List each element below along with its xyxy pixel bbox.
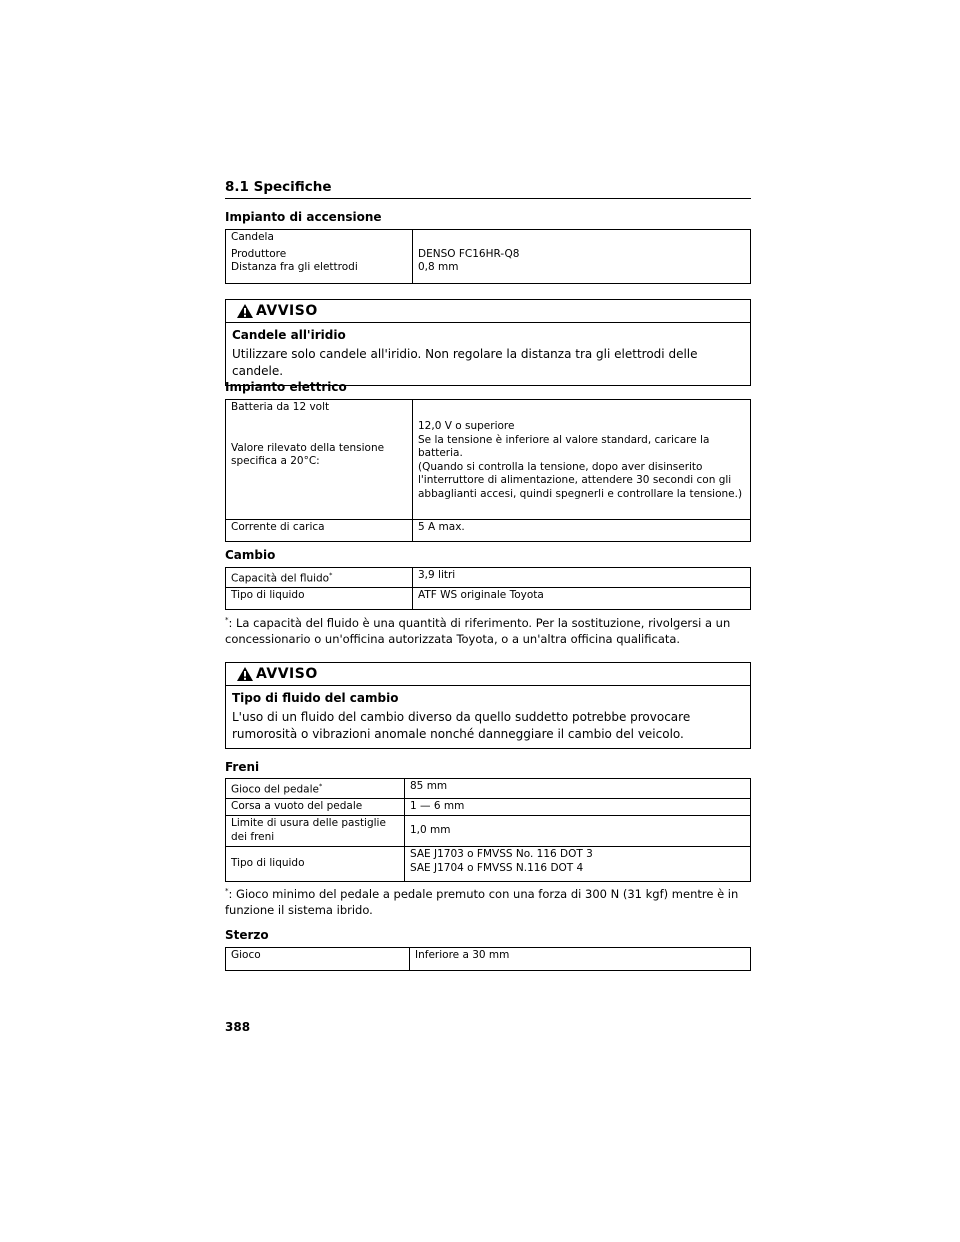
warning-subtitle: Candele all'iridio bbox=[232, 328, 346, 342]
warning-triangle-icon bbox=[236, 666, 254, 682]
ignition-heading: Impianto di accensione bbox=[225, 210, 382, 224]
warning-title: AVVISO bbox=[256, 303, 318, 319]
transmission-heading: Cambio bbox=[225, 548, 276, 562]
warning-triangle-icon bbox=[236, 303, 254, 319]
brakes-heading: Freni bbox=[225, 760, 260, 774]
fluid-capacity-value: 3,9 litri bbox=[413, 568, 751, 588]
section-title: 8.1 Specifiche bbox=[225, 179, 751, 199]
warning-header bbox=[226, 300, 750, 323]
electrical-heading: Impianto elettrico bbox=[225, 380, 347, 394]
warning-header bbox=[226, 663, 750, 686]
voltage-note: Se la tensione è inferiore al valore standard, caricare la batteria. bbox=[418, 433, 710, 459]
brake-fluid-type-label: Tipo di liquido bbox=[226, 847, 405, 882]
steering-heading: Sterzo bbox=[225, 928, 269, 942]
brakes-table bbox=[225, 778, 751, 882]
fluid-type-value: ATF WS originale Toyota bbox=[413, 588, 751, 610]
spark-plug-label: Candela bbox=[231, 231, 274, 243]
warning-subtitle: Tipo di fluido del cambio bbox=[232, 691, 399, 705]
brakes-footnote bbox=[225, 883, 751, 918]
ignition-label-cell bbox=[226, 230, 413, 284]
fluid-capacity-label: Capacità del fluido bbox=[231, 572, 330, 585]
voltage-label: Valore rilevato della tensione specifica a 20°C: bbox=[231, 441, 385, 467]
electrical-table bbox=[225, 399, 751, 542]
asterisk-marker: * bbox=[225, 887, 229, 895]
steering-play-label: Gioco bbox=[226, 948, 410, 971]
battery-label-cell bbox=[226, 400, 413, 520]
transmission-footnote bbox=[225, 612, 751, 647]
brake-fluid-type-value-cell bbox=[405, 847, 751, 882]
asterisk-marker: * bbox=[329, 571, 333, 579]
page-number: 388 bbox=[225, 1020, 251, 1034]
pad-wear-limit-value: 1,0 mm bbox=[405, 816, 751, 847]
footnote-text: : La capacità del fluido è una quantità di riferimento. Per la sostituzione, rivolgersi a un concessionario o un'officina autorizzata Toyota, o a un'altra officina qualificata. bbox=[225, 615, 731, 646]
charge-value: 5 A max. bbox=[413, 520, 751, 542]
pedal-free-travel-value: 1 — 6 mm bbox=[405, 799, 751, 816]
gap-label: Distanza fra gli elettrodi bbox=[231, 261, 358, 273]
gap-value: 0,8 mm bbox=[418, 261, 459, 273]
ignition-value-cell bbox=[413, 230, 751, 284]
voltage-value-cell bbox=[413, 400, 751, 520]
pad-wear-limit-label: Limite di usura delle pastiglie dei freni bbox=[226, 816, 405, 847]
manufacturer-label: Produttore bbox=[231, 247, 287, 260]
fluid-capacity-label-cell bbox=[226, 568, 413, 588]
pedal-play-value: 85 mm bbox=[405, 779, 751, 799]
pedal-play-label-cell bbox=[226, 779, 405, 799]
manufacturer-value: DENSO FC16HR-Q8 bbox=[418, 247, 520, 260]
pedal-play-label: Gioco del pedale bbox=[231, 783, 319, 796]
warning-text: Utilizzare solo candele all'iridio. Non regolare la distanza tra gli elettrodi delle candele. bbox=[232, 347, 698, 378]
fluid-type-label: Tipo di liquido bbox=[226, 588, 413, 610]
steering-play-value: Inferiore a 30 mm bbox=[410, 948, 751, 971]
ignition-table bbox=[225, 229, 751, 284]
battery-label: Batteria da 12 volt bbox=[231, 401, 330, 413]
steering-table bbox=[225, 947, 751, 971]
warning-title: AVVISO bbox=[256, 666, 318, 682]
charge-label: Corrente di carica bbox=[226, 520, 413, 542]
brake-fluid-spec-2: SAE J1704 o FMVSS N.116 DOT 4 bbox=[410, 861, 584, 874]
asterisk-marker: * bbox=[225, 616, 229, 624]
warning-box-transmission-fluid bbox=[225, 662, 751, 749]
footnote-text: : Gioco minimo del pedale a pedale premuto con una forza di 300 N (31 kgf) mentre è in funzione il sistema ibrido. bbox=[225, 886, 739, 917]
brake-fluid-spec-1: SAE J1703 o FMVSS No. 116 DOT 3 bbox=[410, 848, 593, 860]
asterisk-marker: * bbox=[319, 782, 323, 790]
voltage-note-check: (Quando si controlla la tensione, dopo aver disinserito l'interruttore di alimentazione, attendere 30 secondi con gli abbaglianti accesi, quindi spegnerli e controllare la tensione.) bbox=[418, 460, 743, 500]
warning-text: L'uso di un fluido del cambio diverso da quello suddetto potrebbe provocare rumorosità o vibrazioni anomale nonché danneggiare il cambio del veicolo. bbox=[232, 710, 691, 741]
voltage-value: 12,0 V o superiore bbox=[418, 420, 515, 432]
pedal-free-travel-label: Corsa a vuoto del pedale bbox=[226, 799, 405, 816]
warning-box-spark-plugs bbox=[225, 299, 751, 386]
transmission-table bbox=[225, 567, 751, 610]
